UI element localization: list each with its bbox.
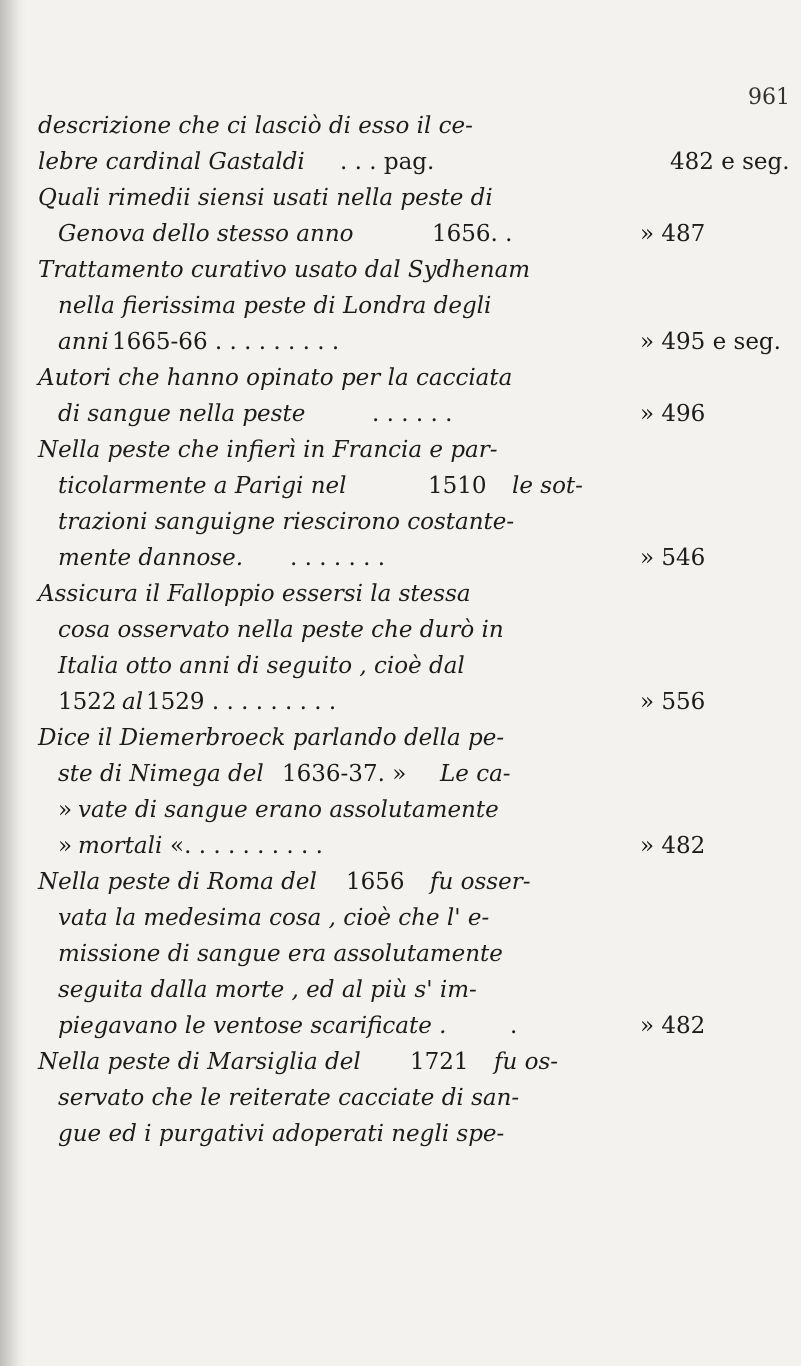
index-line [0, 1080, 801, 1116]
entry-text: Autori che hanno opinato per la cacciata [38, 365, 513, 391]
index-line [0, 864, 801, 900]
page-reference: » 546 [640, 545, 706, 571]
entry-text: «. . . . . . . . . . [170, 833, 323, 859]
entry-text: descrizione che ci lasciò di esso il ce- [38, 113, 473, 139]
index-line [0, 504, 801, 540]
entry-text: » [58, 833, 73, 859]
entry-text: mortali [78, 833, 163, 859]
entry-text: nella fierissima peste di Londra degli [58, 293, 492, 319]
index-line [0, 720, 801, 756]
entry-text: piegavano le ventose scarificate . [58, 1013, 447, 1039]
index-line [0, 1044, 801, 1080]
index-line [0, 108, 801, 144]
entry-text: fu osser- [430, 869, 531, 895]
page-reference: » 482 [640, 833, 706, 859]
index-line [0, 540, 801, 576]
entry-text: seguita dalla morte , ed al più s' im- [58, 977, 477, 1003]
entry-text: . . . . . . . [290, 545, 386, 571]
entry-text: gue ed i purgativi adoperati negli spe- [58, 1121, 505, 1147]
entry-text: vate di sangue erano assolutamente [78, 797, 499, 823]
index-line [0, 828, 801, 864]
entry-text: anni [58, 329, 109, 355]
entry-text: cosa osservato nella peste che durò in [58, 617, 504, 643]
entry-text: 1522 [58, 689, 117, 715]
entry-text: 1721 [410, 1049, 469, 1075]
entry-text: Genova dello stesso anno [58, 221, 354, 247]
entry-text: ticolarmente a Parigi nel [58, 473, 347, 499]
entry-text: vata la medesima cosa , cioè che l' e- [58, 905, 490, 931]
entry-text: Le ca- [440, 761, 511, 787]
index-line [0, 576, 801, 612]
entry-text: » [58, 797, 73, 823]
entry-text: missione di sangue era assolutamente [58, 941, 503, 967]
entry-text: Trattamento curativo usato dal Sydhenam [38, 257, 531, 283]
index-line [0, 648, 801, 684]
entry-text: . [510, 1013, 518, 1039]
entry-text: 1656. . [432, 221, 513, 247]
page-reference: 482 e seg. [670, 149, 790, 175]
entry-text: . . . . . . [372, 401, 453, 427]
entry-text: mente dannose. [58, 545, 244, 571]
entry-text: 1636-37. » [282, 761, 407, 787]
entry-text: al [122, 689, 144, 715]
index-line [0, 252, 801, 288]
index-line [0, 900, 801, 936]
entry-text: fu os- [494, 1049, 559, 1075]
index-line [0, 792, 801, 828]
index-line [0, 468, 801, 504]
entry-text: 1656 [346, 869, 405, 895]
page-reference: » 556 [640, 689, 706, 715]
entry-text: ste di Nimega del [58, 761, 264, 787]
page-reference: » 496 [640, 401, 706, 427]
index-line [0, 144, 801, 180]
index-line [0, 1008, 801, 1044]
index-line [0, 936, 801, 972]
index-line [0, 180, 801, 216]
index-line [0, 612, 801, 648]
entry-text: 1529 . . . . . . . . . [146, 689, 337, 715]
entry-text: Nella peste di Marsiglia del [38, 1049, 361, 1075]
entry-text: Nella peste di Roma del [38, 869, 317, 895]
entry-text: trazioni sanguigne riescirono costante- [58, 509, 515, 535]
entry-text: Nella peste che infierì in Francia e par- [38, 437, 498, 463]
index-line [0, 432, 801, 468]
entry-text: Italia otto anni di seguito , cioè dal [58, 653, 465, 679]
entry-text: . . . pag. [340, 149, 435, 175]
entry-text: 1665-66 . . . . . . . . . [112, 329, 340, 355]
entry-text: servato che le reiterate cacciate di san- [58, 1085, 520, 1111]
entry-text: Assicura il Falloppio essersi la stessa [38, 581, 471, 607]
index-line [0, 972, 801, 1008]
index-line [0, 1116, 801, 1152]
page-reference: » 495 e seg. [640, 329, 781, 355]
entry-text: Dice il Diemerbroeck parlando della pe- [38, 725, 505, 751]
index-line [0, 324, 801, 360]
entry-text: 1510 [428, 473, 487, 499]
index-line [0, 216, 801, 252]
index-line [0, 360, 801, 396]
index-line [0, 396, 801, 432]
index-line [0, 288, 801, 324]
entry-text: le sot- [512, 473, 583, 499]
page-reference: » 482 [640, 1013, 706, 1039]
entry-text: Quali rimedii siensi usati nella peste di [38, 185, 493, 211]
index-line [0, 684, 801, 720]
page-number: 961 [748, 85, 790, 110]
entry-text: lebre cardinal Gastaldi [38, 149, 305, 175]
page-reference: » 487 [640, 221, 706, 247]
entry-text: di sangue nella peste [58, 401, 306, 427]
index-line [0, 756, 801, 792]
